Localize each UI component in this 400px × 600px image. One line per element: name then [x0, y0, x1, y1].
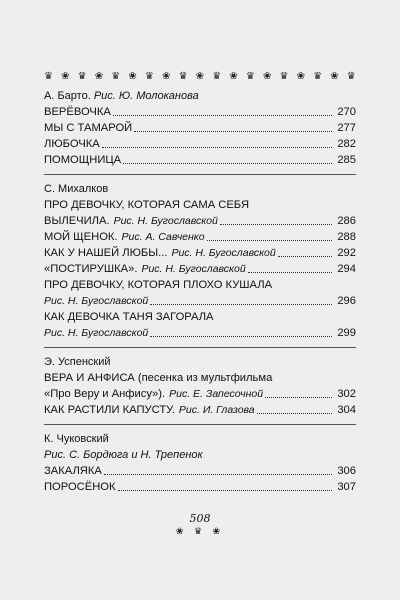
footer-ornament-icon: ❀ ♛ ❀ — [175, 526, 225, 536]
dot-leader — [248, 272, 332, 273]
entry-title: КАК РАСТИЛИ КАПУСТУ. — [44, 404, 175, 416]
dot-leader — [113, 115, 332, 116]
author-name: А. Барто. — [44, 90, 91, 102]
toc-entry[interactable] — [44, 325, 356, 341]
entry-page: 304 — [337, 404, 356, 416]
flower-ornament-icon: ❀ — [229, 70, 238, 82]
author-name: С. Михалков — [44, 183, 109, 195]
toc-entry[interactable] — [44, 229, 356, 245]
entry-page: 286 — [337, 215, 356, 227]
entry-title: КАК У НАШЕЙ ЛЮБЫ... — [44, 247, 168, 259]
author-heading-mikhalkov — [44, 181, 356, 197]
toc-entry[interactable] — [44, 152, 356, 168]
dot-leader — [150, 336, 332, 337]
entry-page: 302 — [337, 388, 356, 400]
flower-ornament-icon: ❀ — [61, 70, 70, 82]
toc-entry[interactable] — [44, 479, 356, 495]
entry-illustrator: Рис. А. Савченко — [121, 231, 205, 243]
top-ornament-row — [44, 70, 356, 82]
author-heading-chukovsky — [44, 431, 356, 447]
entry-illustrator: Рис. Н. Бугославской — [141, 263, 246, 275]
entry-page: 292 — [337, 247, 356, 259]
flower-ornament-icon: ❀ — [128, 70, 137, 82]
entry-title: ПОРОСЁНОК — [44, 481, 116, 493]
entry-title: ЛЮБОЧКА — [44, 138, 100, 150]
dot-leader — [104, 474, 332, 475]
crown-ornament-icon: ♛ — [346, 70, 356, 82]
entry-page: 282 — [337, 138, 356, 150]
author-heading-barto — [44, 88, 356, 104]
entry-page: 307 — [337, 481, 356, 493]
author-illustrator: Рис. С. Бордюга и Н. Трепенок — [44, 449, 203, 461]
crown-ornament-icon: ♛ — [245, 70, 255, 82]
author-name: К. Чуковский — [44, 433, 109, 445]
entry-page: 285 — [337, 154, 356, 166]
entry-illustrator: Рис. Н. Бугославской — [113, 215, 218, 227]
dot-leader — [102, 147, 332, 148]
toc-entry[interactable] — [44, 136, 356, 152]
toc-entry[interactable] — [44, 402, 356, 418]
section-divider — [44, 424, 356, 425]
entry-title-line[interactable]: ПРО ДЕВОЧКУ, КОТОРАЯ ПЛОХО КУШАЛА — [44, 279, 273, 291]
entry-illustrator: Рис. Н. Бугославской — [44, 327, 149, 339]
toc-entry[interactable] — [44, 386, 356, 402]
author-illustrator-line — [44, 447, 356, 463]
entry-illustrator: Рис. Е. Запесочной — [169, 388, 264, 400]
crown-ornament-icon: ♛ — [212, 70, 222, 82]
toc-entry[interactable] — [44, 245, 356, 261]
entry-title: «ПОСТИРУШКА». — [44, 263, 138, 275]
toc-entry[interactable] — [44, 293, 356, 309]
crown-ornament-icon: ♛ — [144, 70, 154, 82]
section-divider — [44, 347, 356, 348]
crown-ornament-icon: ♛ — [178, 70, 188, 82]
entry-title: МОЙ ЩЕНОК. — [44, 231, 118, 243]
entry-illustrator: Рис. Н. Бугославской — [44, 295, 149, 307]
entry-title: ЗАКАЛЯКА — [44, 465, 102, 477]
entry-title-line[interactable]: КАК ДЕВОЧКА ТАНЯ ЗАГОРАЛА — [44, 311, 214, 323]
entry-title: ВЫЛЕЧИЛА. — [44, 215, 110, 227]
entry-title: «Про Веру и Анфису»). — [44, 388, 166, 400]
crown-ornament-icon: ♛ — [279, 70, 289, 82]
entry-title-line[interactable]: ВЕРА И АНФИСА (песенка из мультфильма — [44, 372, 273, 384]
dot-leader — [257, 413, 332, 414]
author-name: Э. Успенский — [44, 356, 111, 368]
page-number: 508 — [189, 512, 211, 525]
author-heading-uspensky — [44, 354, 356, 370]
dot-leader — [278, 256, 332, 257]
crown-ornament-icon: ♛ — [44, 70, 53, 82]
dot-leader — [150, 304, 332, 305]
entry-page: 270 — [337, 106, 356, 118]
crown-ornament-icon: ♛ — [111, 70, 121, 82]
entry-page: 296 — [337, 295, 356, 307]
flower-ornament-icon: ❀ — [94, 70, 104, 82]
flower-ornament-icon: ❀ — [330, 70, 339, 82]
entry-illustrator: Рис. И. Глазова — [178, 404, 255, 416]
entry-title: ПОМОЩНИЦА — [44, 154, 122, 166]
toc-entry[interactable] — [44, 120, 356, 136]
dot-leader — [265, 397, 332, 398]
toc-entry[interactable] — [44, 463, 356, 479]
entry-page: 277 — [337, 122, 356, 134]
flower-ornament-icon: ❀ — [262, 70, 272, 82]
flower-ornament-icon: ❀ — [195, 70, 205, 82]
crown-ornament-icon: ♛ — [77, 70, 87, 82]
entry-illustrator: Рис. Н. Бугославской — [171, 247, 276, 259]
toc-entry[interactable] — [44, 261, 356, 277]
flower-ornament-icon: ❀ — [296, 70, 305, 82]
table-of-contents — [44, 88, 356, 495]
entry-title-line[interactable]: ПРО ДЕВОЧКУ, КОТОРАЯ САМА СЕБЯ — [44, 199, 250, 211]
toc-entry[interactable] — [44, 104, 356, 120]
entry-title: ВЕРЁВОЧКА — [44, 106, 111, 118]
entry-title: МЫ С ТАМАРОЙ — [44, 122, 133, 134]
dot-leader — [207, 240, 332, 241]
author-illustrator: Рис. Ю. Молоканова — [93, 90, 199, 102]
dot-leader — [118, 490, 332, 491]
flower-ornament-icon: ❀ — [162, 70, 171, 82]
dot-leader — [220, 224, 332, 225]
entry-page: 288 — [337, 231, 356, 243]
entry-page: 299 — [337, 327, 356, 339]
toc-entry[interactable] — [44, 213, 356, 229]
entry-page: 294 — [337, 263, 356, 275]
crown-ornament-icon: ♛ — [313, 70, 323, 82]
entry-page: 306 — [337, 465, 356, 477]
section-divider — [44, 174, 356, 175]
dot-leader — [123, 163, 332, 164]
dot-leader — [134, 131, 332, 132]
